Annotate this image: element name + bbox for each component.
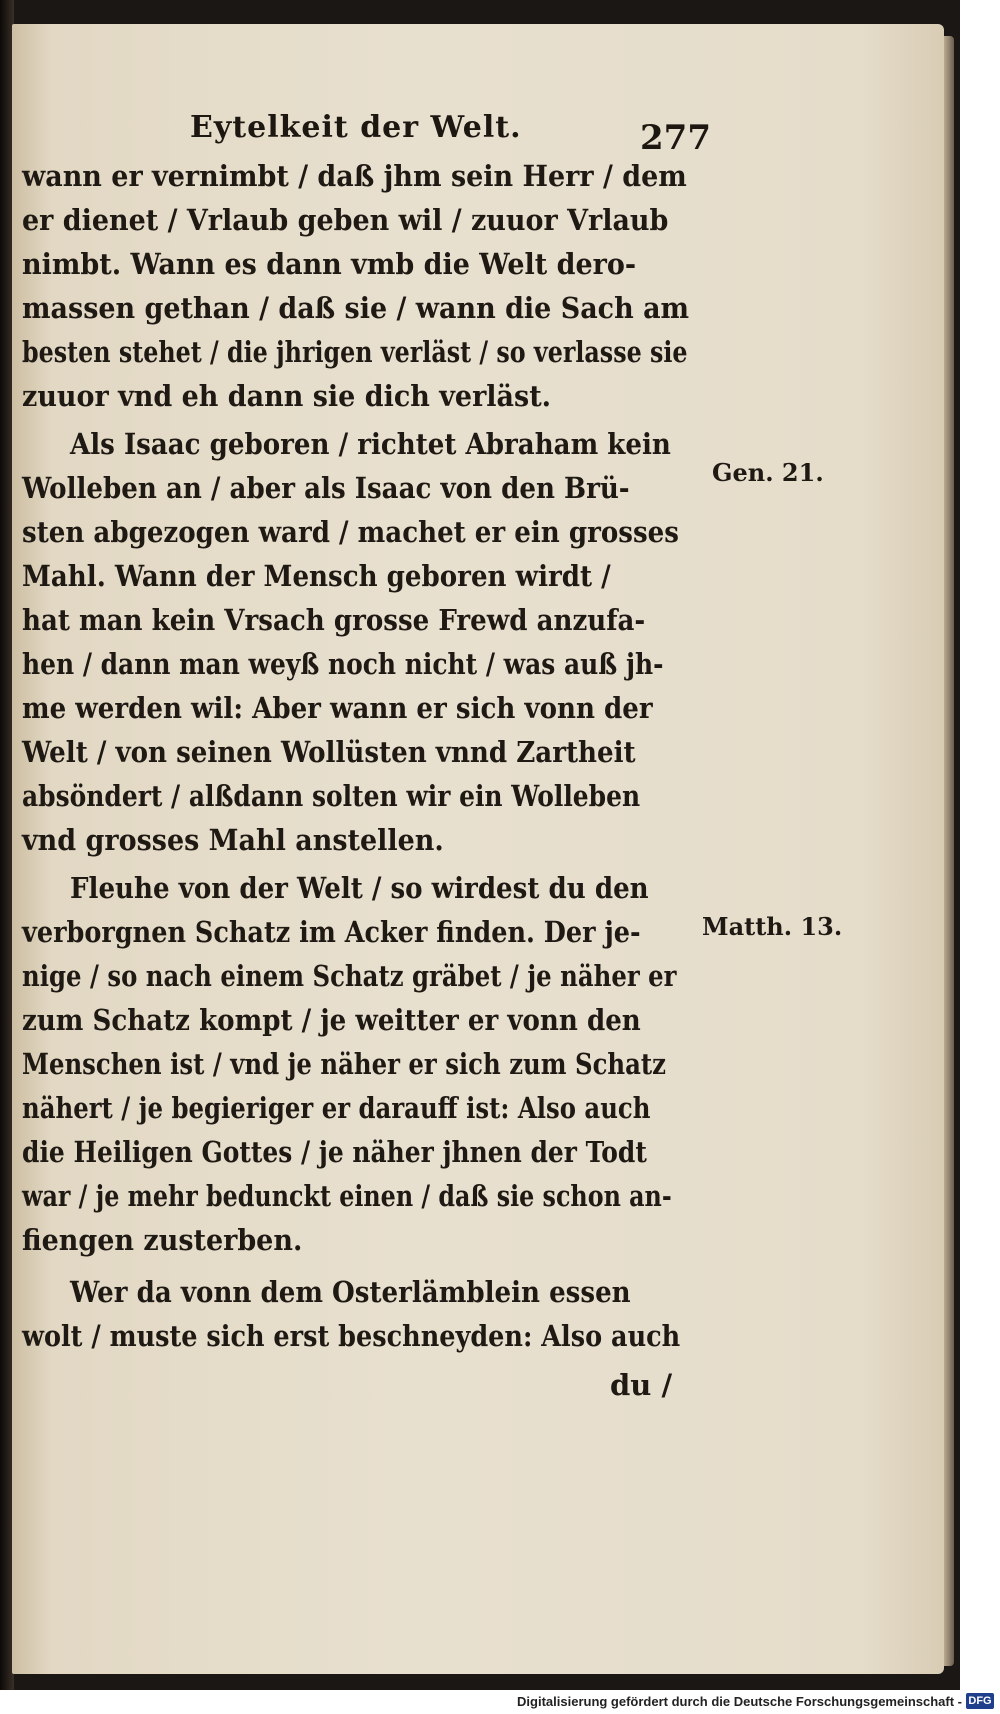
body-line: nige / so nach einem Schatz gräbet / je näher er xyxy=(22,959,677,993)
body-line: Wolleben an / aber als Isaac von den Brü- xyxy=(22,471,630,505)
body-line: Wer da vonn dem Osterlämblein essen xyxy=(70,1275,631,1309)
footer-bar xyxy=(0,1690,1000,1714)
body-line: wann er vernimbt / daß jhm sein Herr / dem xyxy=(22,159,687,193)
body-line: Mahl. Wann der Mensch geboren wirdt / xyxy=(22,559,611,593)
body-line: hen / dann man weyß noch nicht / was auß jh- xyxy=(22,647,664,681)
body-line: me werden wil: Aber wann er sich vonn der xyxy=(22,691,653,725)
body-line: Menschen ist / vnd je näher er sich zum Schatz xyxy=(22,1047,667,1081)
body-line: massen gethan / daß sie / wann die Sach am xyxy=(22,291,690,325)
margin-note-matthew: Matth. 13. xyxy=(702,912,843,941)
page-number: 277 xyxy=(640,118,711,158)
catchword: du / xyxy=(610,1368,673,1402)
body-line: sten abgezogen ward / machet er ein grosses xyxy=(22,515,679,549)
body-line: Als Isaac geboren / richtet Abraham kein xyxy=(70,427,671,461)
body-line: absöndert / alßdann solten wir ein Wolleben xyxy=(22,779,641,813)
body-line: verborgnen Schatz im Acker finden. Der je- xyxy=(22,915,641,949)
body-line: zum Schatz kompt / je weitter er vonn den xyxy=(22,1003,641,1037)
body-line: Fleuhe von der Welt / so wirdest du den xyxy=(70,871,649,905)
body-line: besten stehet / die jhrigen verläst / so verlasse sie xyxy=(22,335,688,369)
body-line: nähert / je begieriger er darauff ist: Also auch xyxy=(22,1091,651,1125)
body-line: wolt / muste sich erst beschneyden: Also auch xyxy=(22,1319,681,1353)
page-fore-edge xyxy=(944,36,954,1666)
body-line: die Heiligen Gottes / je näher jhnen der Todt xyxy=(22,1135,647,1169)
body-line: war / je mehr bedunckt einen / daß sie schon an- xyxy=(22,1179,672,1213)
margin-note-genesis: Gen. 21. xyxy=(712,458,824,487)
body-line: er dienet / Vrlaub geben wil / zuuor Vrlaub xyxy=(22,203,669,237)
body-line: fiengen zusterben. xyxy=(22,1223,303,1257)
funding-credit: Digitalisierung gefördert durch die Deutsche Forschungsgemeinschaft - xyxy=(517,1694,962,1709)
body-line: hat man kein Vrsach grosse Frewd anzufa- xyxy=(22,603,646,637)
body-line: vnd grosses Mahl anstellen. xyxy=(22,823,444,857)
running-head: Eytelkeit der Welt. xyxy=(190,110,522,145)
dfg-logo-icon: DFG xyxy=(966,1693,994,1709)
body-line: nimbt. Wann es dann vmb die Welt dero- xyxy=(22,247,637,281)
body-line: Welt / von seinen Wollüsten vnnd Zartheit xyxy=(22,735,636,769)
body-line: zuuor vnd eh dann sie dich verläst. xyxy=(22,379,552,413)
